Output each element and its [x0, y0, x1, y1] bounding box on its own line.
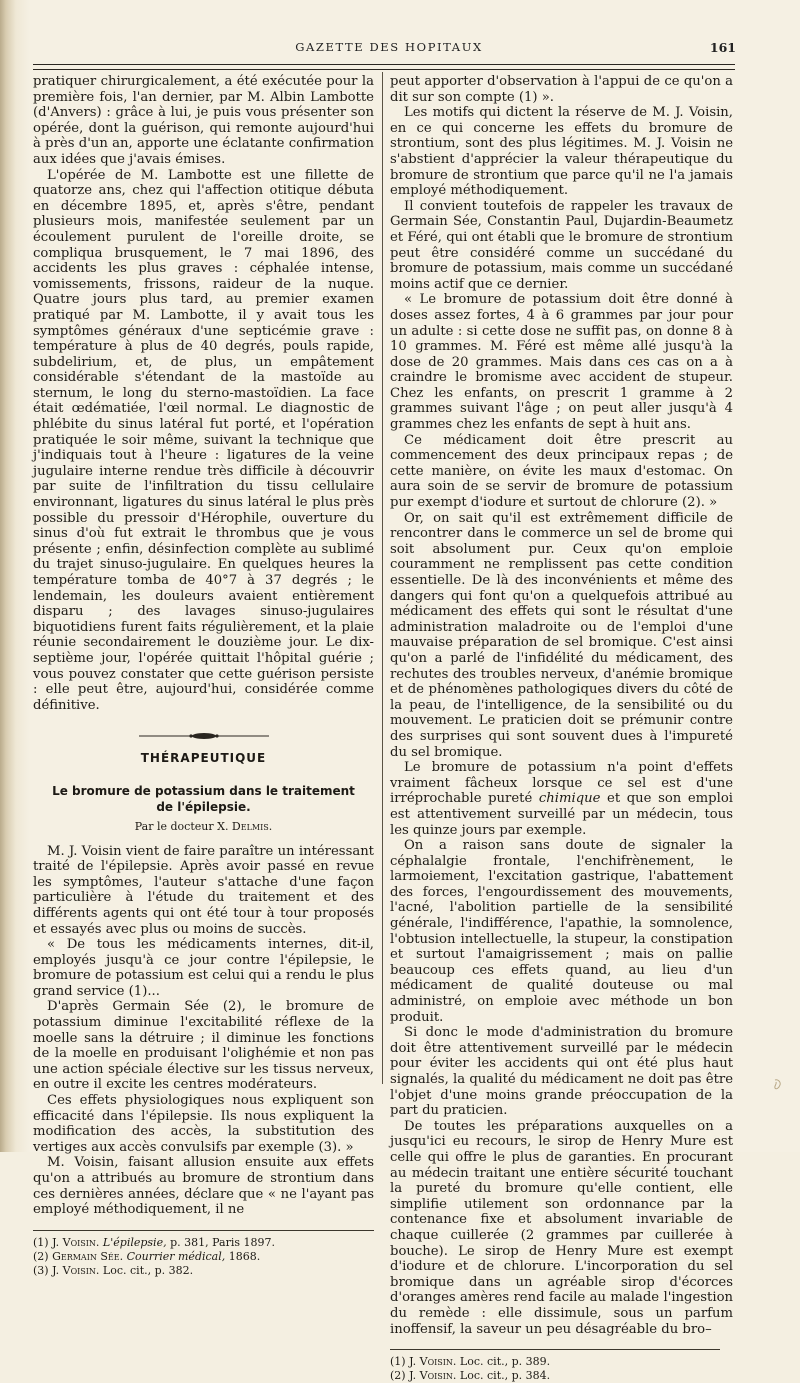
- paragraph: Les motifs qui dictent la réserve de M. J. Voisin, en ce qui concerne les effets du bromure de strontium, sont des plus légitimes. M. J. Voisin ne s'abstient d'apprécier la valeur thérapeutique du bromure de strontium que parce qu'il ne l'a jamais employé méthodiquement.: [390, 105, 733, 199]
- paragraph: On a raison sans doute de signaler la céphalalgie frontale, l'enchifrènement, le larmoiement, l'excitation gastrique, l'abattement des forces, l'engourdissement des mouvements, l'acné, l'abolition partielle de la sensibilité générale, l'indifférence, l'apathie, la somnolence, l'obtusion intellectuelle, la stupeur, la constipation et surtout l'amaigrissement ; mais on pallie beaucoup ces effets quand, au lieu d'un médicament de qualité douteuse ou mal administré, on emploie avec méthode un bon produit.: [390, 838, 733, 1025]
- paragraph: Si donc le mode d'administration du bromure doit être attentivement surveillé par le médecin pour éviter les accidents qui ont été plus haut signalés, la qualité du médicament ne doit pas être l'objet d'une moins grande préoccupation de la part du praticien.: [390, 1025, 733, 1119]
- footnote-rule: [33, 1230, 374, 1231]
- page-header: [36, 40, 742, 60]
- footnote: (1) J. Voisin. Loc. cit., p. 389.: [390, 1355, 551, 1369]
- paragraph: L'opérée de M. Lambotte est une fillette de quatorze ans, chez qui l'affection otitique débuta en décembre 1895, et, après s'être, pendant plusieurs mois, manifestée seulement par un écoulement purulent de l'oreille droite, se compliqua brusquement, le 7 mai 1896, des accidents les plus graves : céphalée intense, vomissements, frissons, raideur de la nuque. Quatre jours plus tard, au premier examen pratiqué par M. Lambotte, il y avait tous les symptômes généraux d'une septicémie grave : température à plus de 40 degrés, pouls rapide, subdelirium, et, de plus, un empâtement considérable s'étendant de la mastoïde au sternum, le long du sterno-mastoïdien. La face était œdématiée, l'œil normal. Le diagnostic de phlébite du sinus latéral fut porté, et l'opération pratiquée le soir même, suivant la technique que j'indiquais tout à l'heure : ligatures de la veine jugulaire interne rendue très difficile à découvrir par suite de l'infiltration du tissu cellulaire environnant, ligatures du sinus latéral le plus près possible du pressoir d'Hérophile, ouverture du sinus d'où fut extrait le thrombus que je vous présente ; enfin, désinfection complète au sublimé du trajet sinuso-jugulaire. En quelques heures la température tomba de 40°7 à 37 degrés ; le lendemain, les douleurs avaient entièrement disparu ; des lavages sinuso-jugulaires biquotidiens furent faits régulièrement, et la plaie réunie secondairement le douzième jour. Le dix-septième jour, l'opérée quittait l'hôpital guérie ; vous pouvez constater que cette guérison persiste : elle peut être, aujourd'hui, considérée comme définitive.: [33, 167, 374, 713]
- column-divider: [382, 72, 383, 1084]
- paragraph: Il convient toutefois de rappeler les travaux de Germain Sée, Constantin Paul, Dujardin-Beaumetz et Féré, qui ont établi que le bromure de strontium peut être considéré comme un succédané du bromure de potassium, mais comme un succédané moins actif que ce dernier.: [390, 198, 733, 292]
- section-ornament: [33, 729, 374, 737]
- paragraph: pratiquer chirurgicalement, a été exécutée pour la première fois, l'an dernier, par M. Albin Lambotte (d'Anvers) : grâce à lui, je puis vous présenter son opérée, dont la guérison, qui remonte aujourd'hui à près d'un an, apporte une éclatante confirmation aux idées que j'avais émises.: [33, 74, 374, 167]
- ornament-rule-icon: [139, 732, 269, 740]
- byline-prefix: Par le docteur: [134, 819, 218, 833]
- left-column: [33, 74, 374, 1278]
- paragraph: Or, on sait qu'il est extrêmement difficile de rencontrer dans le commerce un sel de brome qui soit absolument pur. Ceux qu'on emploie couramment ne remplissent pas cette condition essentielle. De là des inconvénients et même des dangers qui font qu'on a quelquefois attribué au médicament des effets qui sont le résultat d'une administration maladroite ou de l'emploi d'une mauvaise préparation de sel bromique. C'est ainsi qu'on a parlé de l'infidélité du médicament, des rechutes des troubles nerveux, d'anémie bromique et de phénomènes pathologiques divers du côté de la peau, de l'intelligence, de la sensibilité ou du mouvement. Le praticien doit se prémunir contre des surprises qui sont souvent dues à l'impureté du sel bromique.: [390, 510, 733, 760]
- running-title: GAZETTE DES HOPITAUX: [295, 40, 483, 54]
- paragraph: Le bromure de potassium n'a point d'effets vraiment fâcheux lorsque ce sel est d'une irréprochable pureté chimique et que son emploi est attentivement surveillé par un médecin, tous les quinze jours par exemple.: [390, 760, 733, 838]
- right-column: [390, 74, 733, 1383]
- paragraph: M. J. Voisin vient de faire paraître un intéressant traité de l'épilepsie. Après avoir passé en revue les symptômes, l'auteur s'attache d'une façon particulière à l'étude du traitement et des différents agents qui ont été tour à tour proposés et essayés avec plus ou moins de succès.: [33, 843, 374, 937]
- margin-stain: [772, 1078, 786, 1094]
- article-title: [33, 783, 374, 815]
- article-title-line: Le bromure de potassium dans le traitement: [52, 783, 355, 798]
- paragraph: « Le bromure de potassium doit être donné à doses assez fortes, 4 à 6 grammes par jour pour un adulte : si cette dose ne suffit pas, on donne 8 à 10 grammes. M. Féré est même allé jusqu'à la dose de 20 grammes. Mais dans ces cas on a à craindre le bromisme avec accident de stupeur. Chez les enfants, on prescrit 1 gramme à 2 grammes suivant l'âge ; on peut aller jusqu'à 4 grammes chez les enfants de sept à huit ans.: [390, 292, 733, 433]
- stain-mark-icon: [772, 1078, 784, 1092]
- byline: [33, 819, 374, 835]
- paragraph: D'après Germain Sée (2), le bromure de potassium diminue l'excitabilité réflexe de la moelle sans la détruire ; il diminue les fonctions de la moelle en produisant l'olighémie et non pas une action spéciale élective sur les tissus nerveux, en outre il excite les centres modérateurs.: [33, 999, 374, 1093]
- footnote-rule: [390, 1349, 720, 1350]
- byline-author: X. Delmis.: [217, 819, 273, 833]
- paragraph: peut apporter d'observation à l'appui de ce qu'on a dit sur son compte (1) ».: [390, 74, 733, 105]
- footnote: (2) J. Voisin. Loc. cit., p. 384.: [390, 1369, 551, 1383]
- header-double-rule: [33, 64, 735, 70]
- article-title-line: de l'épilepsie.: [156, 799, 251, 814]
- paragraph: « De tous les médicaments internes, dit-il, employés jusqu'à ce jour contre l'épilepsie, le bromure de potassium est celui qui a rendu le plus grand service (1)...: [33, 937, 374, 999]
- section-title: THÉRAPEUTIQUE: [140, 751, 267, 766]
- paragraph: M. Voisin, faisant allusion ensuite aux effets qu'on a attribués au bromure de strontium dans ces dernières années, déclare que « ne l'ayant pas employé méthodiquement, il ne: [33, 1155, 374, 1218]
- paragraph: Ces effets physiologiques nous expliquent son efficacité dans l'épilepsie. Ils nous expliquent la modification des accès, la substitution des vertiges aux accès convulsifs par exemple (3). »: [33, 1093, 374, 1155]
- footnote: (1) J. Voisin. L'épilepsie, p. 381, Paris 1897.: [33, 1235, 275, 1249]
- footnote: (3) J. Voisin. Loc. cit., p. 382.: [33, 1263, 194, 1277]
- page-number: 161: [709, 40, 736, 55]
- footnote: (2) Germain Sée. Courrier médical, 1868.: [33, 1249, 261, 1263]
- paragraph: Ce médicament doit être prescrit au commencement des deux principaux repas ; de cette manière, on évite les maux d'estomac. On aura soin de se servir de bromure de potassium pur exempt d'iodure et surtout de chlorure (2). »: [390, 432, 733, 511]
- paragraph: De toutes les préparations auxquelles on a jusqu'ici eu recours, le sirop de Henry Mure est celle qui offre le plus de garanties. En procurant au médecin traitant une entière sécurité touchant la pureté du bromure qu'elle contient, elle simplifie utilement son ordonnance par la contenance fixe et absolument invariable de chaque cuillerée (2 grammes par cuillerée à bouche). Le sirop de Henry Mure est exempt d'iodure et de chlorure. L'incorporation du sel bromique dans un agréable sirop d'écorces d'oranges amères rend facile au malade l'ingestion du remède : elle dissimule, sous un parfum inoffensif, la saveur un peu désagréable du bro–: [390, 1118, 733, 1337]
